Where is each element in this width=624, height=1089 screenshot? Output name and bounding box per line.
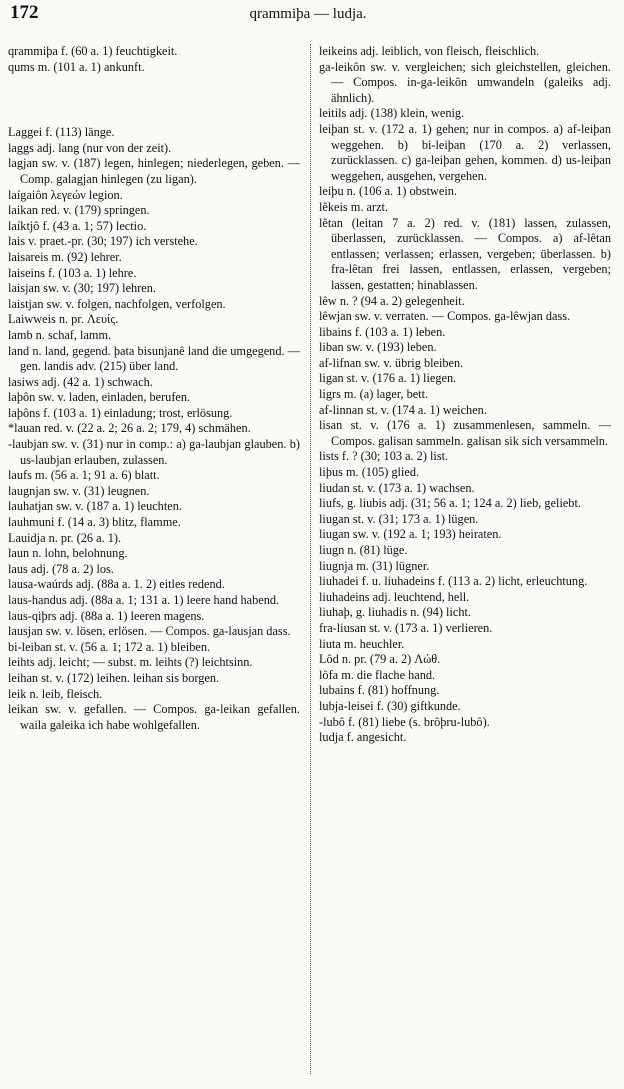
dictionary-entry: liþus m. (105) glied. bbox=[319, 465, 420, 480]
dictionary-entry: lisan st. v. (176 a. 1) zusammenlesen, sammeln. — Compos. galisan sammeln. galisan sik sich versammeln. bbox=[319, 418, 611, 448]
dictionary-entry: land n. land, gegend. þata bisunjanê land die umgegend. — gen. landis adv. (215) über land. bbox=[8, 343, 300, 374]
dictionary-entry: liugn n. (81) lüge. bbox=[319, 543, 408, 557]
dictionary-entry: leitils adj. (138) klein, wenig. bbox=[319, 106, 465, 121]
dictionary-entry: liban sw. v. (193) leben. bbox=[319, 340, 437, 355]
dictionary-entry: lists f. ? (30; 103 a. 2) list. bbox=[319, 449, 449, 464]
column-divider bbox=[310, 44, 311, 1074]
dictionary-entry: Laggei f. (113) länge. bbox=[8, 125, 115, 140]
dictionary-entry: laígaiôn λεγεών legion. bbox=[8, 187, 123, 202]
dictionary-entry: lêkeis m. arzt. bbox=[319, 199, 388, 214]
dictionary-entry: ga-leikôn sw. v. vergleichen; sich gleichstellen, gleichen. — Compos. in-ga-leikôn umwandeln (galeiks adj. ähnlich). bbox=[319, 59, 611, 105]
dictionary-entry: liuta m. heuchler. bbox=[319, 636, 405, 651]
dictionary-entry: liudan st. v. (173 a. 1) wachsen. bbox=[319, 480, 475, 495]
dictionary-entry: bi-leiban st. v. (56 a. 1; 172 a. 1) bleiben. bbox=[8, 639, 211, 654]
left-column bbox=[8, 44, 300, 733]
dictionary-entry: laistjan sw. v. folgen, nachfolgen, verfolgen. bbox=[8, 296, 226, 311]
dictionary-entry: Lôd n. pr. (79 a. 2) Λώθ. bbox=[319, 652, 441, 667]
dictionary-entry: leikan sw. v. gefallen. — Compos. ga-leikan gefallen. waila galeika ich habe wohlgefallen. bbox=[8, 702, 300, 732]
dictionary-entry: laus adj. (78 a. 2) los. bbox=[8, 561, 114, 576]
dictionary-entry: laun n. lohn, belohnung. bbox=[8, 546, 128, 561]
dictionary-entry: Laiwweis n. pr. Λευίς. bbox=[8, 312, 119, 327]
dictionary-entry: lamb n. schaf, lamm. bbox=[8, 327, 112, 342]
dictionary-entry: liugan st. v. (31; 173 a. 1) lügen. bbox=[319, 511, 479, 526]
running-head: qrammiþa — ludja. bbox=[249, 6, 367, 22]
dictionary-entry: qums m. (101 a. 1) ankunft. bbox=[8, 59, 145, 74]
page-number: 172 bbox=[10, 2, 39, 23]
dictionary-entry: laus-qiþrs adj. (88a a. 1) leeren magens. bbox=[8, 608, 205, 623]
dictionary-entry: ligan st. v. (176 a. 1) liegen. bbox=[319, 371, 457, 386]
right-column bbox=[319, 44, 611, 746]
dictionary-entry: lais v. praet.-pr. (30; 197) ich verstehe. bbox=[8, 234, 198, 249]
dictionary-entry: liugnja m. (31) lügner. bbox=[319, 558, 430, 573]
section-gap bbox=[8, 75, 300, 125]
dictionary-entry: laus-handus adj. (88a a. 1; 131 a. 1) leere hand habend. bbox=[8, 593, 280, 607]
dictionary-entry: liugan sw. v. (192 a. 1; 193) heiraten. bbox=[319, 527, 502, 542]
dictionary-entry: laisjan sw. v. (30; 197) lehren. bbox=[8, 281, 156, 296]
dictionary-entry: leihts adj. leicht; — subst. m. leihts (?) leichtsinn. bbox=[8, 655, 253, 670]
dictionary-entry: lubja-leisei f. (30) giftkunde. bbox=[319, 698, 461, 713]
dictionary-entry: ludja f. angesicht. bbox=[319, 730, 407, 745]
dictionary-entry: leik n. leib, fleisch. bbox=[8, 686, 103, 701]
dictionary-entry: laugnjan sw. v. (31) leugnen. bbox=[8, 483, 150, 498]
dictionary-entry: liuhadeins adj. leuchtend, hell. bbox=[319, 589, 470, 604]
dictionary-entry: laiseins f. (103 a. 1) lehre. bbox=[8, 265, 137, 280]
dictionary-entry: qrammiþa f. (60 a. 1) feuchtigkeit. bbox=[8, 44, 178, 58]
dictionary-entry: lêwjan sw. v. verraten. — Compos. ga-lêwjan dass. bbox=[319, 309, 571, 324]
dictionary-entry: Lauidja n. pr. (26 a. 1). bbox=[8, 530, 122, 545]
dictionary-entry: af-linnan st. v. (174 a. 1) weichen. bbox=[319, 402, 487, 417]
dictionary-entry: libains f. (103 a. 1) leben. bbox=[319, 324, 446, 339]
dictionary-entry: *lauan red. v. (22 a. 2; 26 a. 2; 179, 4) schmähen. bbox=[8, 421, 251, 436]
dictionary-entry: liuhadei f. u. liuhadeins f. (113 a. 2) licht, erleuchtung. bbox=[319, 574, 588, 589]
dictionary-entry: lêw n. ? (94 a. 2) gelegenheit. bbox=[319, 293, 465, 308]
dictionary-entry: liuhaþ, g. liuhadis n. (94) licht. bbox=[319, 605, 471, 620]
dictionary-entry: lauhmuni f. (14 a. 3) blitz, flamme. bbox=[8, 515, 181, 530]
dictionary-entry: liufs, g. liubis adj. (31; 56 a. 1; 124 a. 2) lieb, geliebt. bbox=[319, 496, 581, 511]
dictionary-entry: leikeins adj. leiblich, von fleisch, fleischlich. bbox=[319, 44, 540, 58]
dictionary-entry: laisareis m. (92) lehrer. bbox=[8, 249, 122, 264]
dictionary-entry: ligrs m. (a) lager, bett. bbox=[319, 387, 429, 402]
dictionary-entry: -lubô f. (81) liebe (s. brôþru-lubô). bbox=[319, 714, 490, 729]
dictionary-entry: lubains f. (81) hoffnung. bbox=[319, 683, 440, 698]
dictionary-entry: -laubjan sw. v. (31) nur in comp.: a) ga-laubjan glauben. b) us-laubjan erlauben, zulassen. bbox=[8, 437, 300, 467]
dictionary-entry: lauhatjan sw. v. (187 a. 1) leuchten. bbox=[8, 499, 182, 514]
dictionary-entry: laíktjô f. (43 a. 1; 57) lectio. bbox=[8, 218, 147, 233]
dictionary-entry: leiþan st. v. (172 a. 1) gehen; nur in compos. a) af-leiþan weggehen. b) bi-leiþan (170 a. 2) verlassen, zurücklassen. c) ga-leiþan gehen, kommen. d) us-leiþan weggehen, ausgehen, vergehen. bbox=[319, 121, 611, 183]
page-header bbox=[10, 2, 606, 28]
dictionary-entry: lasiws adj. (42 a. 1) schwach. bbox=[8, 374, 153, 389]
dictionary-entry: lausjan sw. v. lösen, erlösen. — Compos. ga-lausjan dass. bbox=[8, 624, 291, 639]
glossary-columns bbox=[8, 44, 618, 1084]
dictionary-entry: laggs adj. lang (nur von der zeit). bbox=[8, 140, 172, 155]
dictionary-entry: laufs m. (56 a. 1; 91 a. 6) blatt. bbox=[8, 468, 160, 483]
dictionary-entry: laþôn sw. v. laden, einladen, berufen. bbox=[8, 390, 191, 405]
dictionary-entry: af-lifnan sw. v. übrig bleiben. bbox=[319, 355, 464, 370]
dictionary-entry: lêtan (leitan 7 a. 2) red. v. (181) lassen, zulassen, überlassen, zurücklassen. — Compos. a) af-lêtan entlassen; verlassen; erlassen, vergeben; überlassen. b) fra-lêtan frei lassen, entlassen, erlassen, vergeben; lassen, gestatten; hinablassen. bbox=[319, 215, 611, 292]
dictionary-entry: leiþu n. (106 a. 1) obstwein. bbox=[319, 184, 457, 199]
dictionary-entry: leihan st. v. (172) leihen. leihan sis borgen. bbox=[8, 670, 220, 685]
dictionary-entry: laþôns f. (103 a. 1) einladung; trost, erlösung. bbox=[8, 405, 233, 420]
dictionary-entry: lausa-waúrds adj. (88a a. 1. 2) eitles redend. bbox=[8, 577, 225, 592]
dictionary-entry: lagjan sw. v. (187) legen, hinlegen; niederlegen, geben. — Comp. galagjan hinlegen (zu ligan). bbox=[8, 156, 300, 186]
dictionary-entry: fra-liusan st. v. (173 a. 1) verlieren. bbox=[319, 620, 493, 635]
dictionary-entry: lôfa m. die flache hand. bbox=[319, 667, 436, 682]
dictionary-entry: laikan red. v. (179) springen. bbox=[8, 203, 150, 218]
